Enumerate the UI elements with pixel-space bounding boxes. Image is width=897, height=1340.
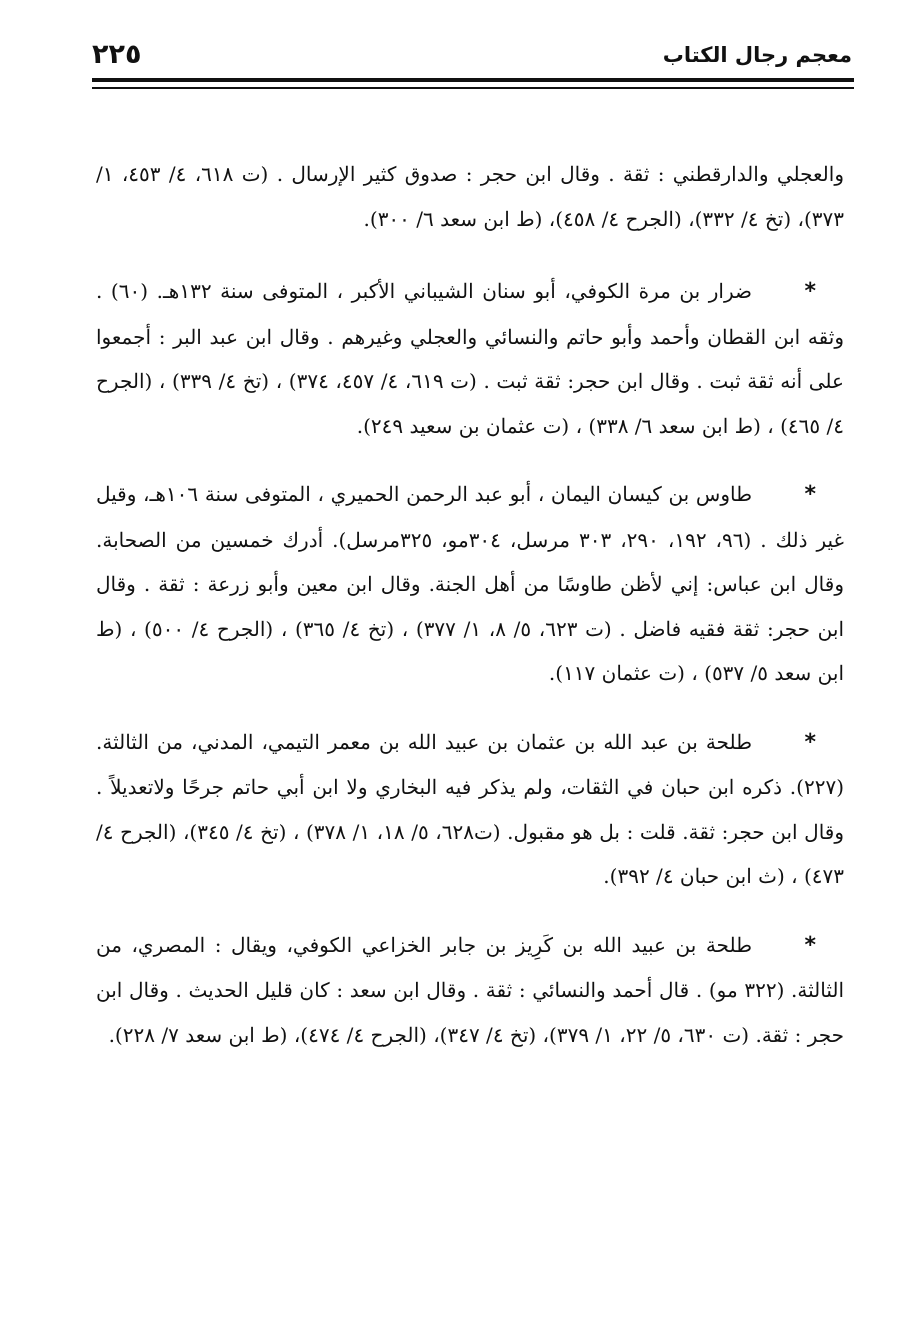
entry-text: والعجلي والدارقطني : ثقة . وقال ابن حجر : صدوق كثير الإرسال . (ت ٦١٨، ٤/ ٤٥٣، ١/ ٣٧٣)، (تخ ٤/ ٣٣٢)، (الجرح ٤/ ٤٥٨)، (ط ابن سعد ٦/ ٣٠٠).	[96, 162, 844, 231]
entry-tawus-ibn-kaysan	[96, 472, 844, 696]
entry-star-marker: *	[804, 932, 816, 958]
entry-continuation	[96, 152, 844, 241]
entry-text: طلحة بن عبد الله بن عثمان بن عبيد الله بن معمر التيمي، المدني، من الثالثة. (٢٢٧). ذكره ابن حبان في الثقات، ولم يذكر فيه البخاري ولا ابن أبي حاتم جرحًا ولاتعديلاً . وقال ابن حجر: ثقة. قلت : بل هو مقبول. (ت٦٢٨، ٥/ ١٨، ١/ ٣٧٨) ، (تخ ٤/ ٣٤٥)، (الجرح ٤/ ٤٧٣) ، (ث ابن حبان ٤/ ٣٩٢).	[96, 729, 845, 888]
entry-dirar-ibn-murra	[96, 269, 844, 448]
entry-talha-ibn-ubaydullah	[96, 923, 844, 1058]
entry-star-marker: *	[804, 279, 816, 304]
entry-talha-ibn-abdullah	[96, 720, 844, 899]
running-title: معجم رجال الكتاب	[662, 43, 852, 67]
entry-text: طلحة بن عبيد الله بن كَرِيز بن جابر الخزاعي الكوفي، ويقال : المصري، من الثالثة. (٣٢٢ مو) . قال أحمد والنسائي : ثقة . وقال ابن سعد : كان قليل الحديث . وقال ابن حجر : ثقة. (ت ٦٣٠، ٥/ ٢٢، ١/ ٣٧٩)، (تخ ٤/ ٣٤٧)، (الجرح ٤/ ٤٧٤)، (ط ابن سعد ٧/ ٢٢٨).	[96, 932, 844, 1047]
entry-star-marker: *	[804, 482, 816, 507]
page-header	[92, 38, 852, 78]
page-number: ٢٢٥	[92, 39, 142, 70]
page-body	[96, 152, 844, 1081]
entry-text: ضرار بن مرة الكوفي، أبو سنان الشيباني الأكبر ، المتوفى سنة ١٣٢هـ. (٦٠) . وثقه ابن القطان وأحمد وأبو حاتم والنسائي والعجلي وغيرهم . وقال ابن عبد البر : أجمعوا على أنه ثقة ثبت . وقال ابن حجر: ثقة ثبت . (ت ٦١٩، ٤/ ٤٥٧، ٣٧٤) ، (تخ ٤/ ٣٣٩) ، (الجرح ٤/ ٤٦٥) ، (ط ابن سعد ٦/ ٣٣٨) ، (ت عثمان بن سعيد ٢٤٩).	[96, 279, 844, 438]
header-rule-thick	[92, 78, 854, 82]
entry-star-marker: *	[804, 729, 816, 755]
header-rule-thin	[92, 87, 854, 89]
entry-text: طاوس بن كيسان اليمان ، أبو عبد الرحمن الحميري ، المتوفى سنة ١٠٦هـ، وقيل غير ذلك . (٩٦، ١٩٢، ٢٩٠، ٣٠٣ مرسل، ٣٠٤مو، ٣٢٥مرسل). أدرك خمسين من الصحابة. وقال ابن عباس: إني لأظن طاوسًا من أهل الجنة. وقال ابن معين وأبو زرعة : ثقة . وقال ابن حجر: ثقة فقيه فاضل . (ت ٦٢٣، ٥/ ٨، ١/ ٣٧٧) ، (تخ ٤/ ٣٦٥) ، (الجرح ٤/ ٥٠٠) ، (ط ابن سعد ٥/ ٥٣٧) ، (ت عثمان ١١٧).	[96, 482, 845, 685]
